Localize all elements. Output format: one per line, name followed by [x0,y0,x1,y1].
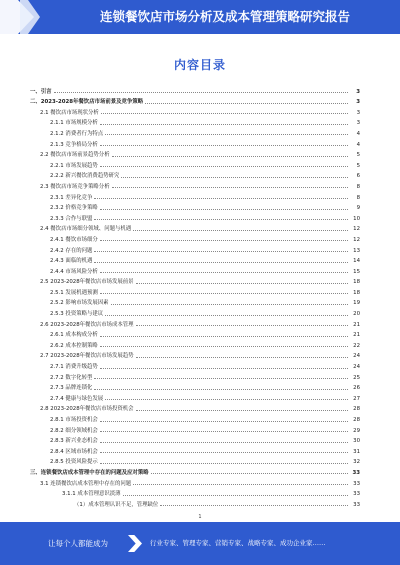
toc-entry[interactable] [30,349,360,360]
toc-entry-page: 12 [353,226,360,233]
toc-entry[interactable] [30,338,360,349]
toc-entry[interactable] [30,444,360,455]
toc-leader-dots [100,336,348,337]
arrow-right-icon [128,535,142,552]
toc-entry-label: 2.5 2023-2028年餐饮店市场发展前景 [40,279,134,286]
footer-tagline: 行业专家、管理专家、营销专家、战略专家、成功企业家…… [150,539,326,547]
toc-entry-page: 29 [353,427,360,434]
toc-leader-dots [111,304,348,305]
toc-leader-dots [100,293,348,294]
toc-entry-label: 2.8.1 市场投资机会 [50,417,98,423]
toc-leader-dots [133,230,348,231]
toc-entry-label: 2.5.2 影响市场发展因素 [50,300,109,307]
toc-entry-label: 2.4.2 存在的问题 [50,247,93,254]
toc-entry-page: 26 [353,385,360,392]
toc-leader-dots [100,452,348,453]
toc-leader-dots [133,484,348,485]
toc-entry-page: 3 [356,99,360,106]
toc-entry-page: 12 [353,236,360,243]
toc-leader-dots [94,219,348,220]
toc-entry-label: 2.6.1 成本构成分析 [50,332,98,339]
toc-entry-label: 2.4.4 市场风险分析 [50,268,98,275]
toc-entry[interactable] [30,211,360,222]
toc-entry-page: 21 [353,332,360,339]
toc-entry-page: 33 [353,491,360,498]
toc-entry-page: 19 [353,300,360,307]
toc-entry-label: 2.8.4 区域市场机会 [50,448,98,455]
toc-entry-page: 10 [353,215,360,222]
toc-entry-page: 5 [356,152,360,159]
toc-entry[interactable] [30,381,360,392]
toc-entry-page: 9 [356,205,360,212]
toc-entry-page: 33 [353,480,360,487]
toc-entry-label: 2.2 餐饮店市场前景趋势分析 [40,152,110,159]
toc-entry[interactable] [30,455,360,466]
toc-entry-label: 2.7.1 消费升级趋势 [50,364,98,371]
toc-entry-label: 2.7.2 数字化转型 [50,374,93,381]
toc-entry-page: 31 [353,448,360,455]
toc-entry-page: 20 [353,311,360,318]
toc-entry[interactable] [30,306,360,317]
toc-entry-label: 3.1 连锁餐饮店成本管理中存在的问题 [40,480,132,487]
toc-leader-dots [136,357,348,358]
toc-entry-label: 2.7.4 健康与绿色发展 [50,395,104,402]
toc-entry-page: 4 [356,141,360,148]
toc-entry-page: 33 [352,469,360,476]
toc-entry[interactable] [30,275,360,286]
toc-entry-label: （1）成本管理认识不足，管理缺位 [74,501,159,508]
toc-entry-label: 2.4 餐饮店市场细分领域、问题与机遇 [40,226,132,233]
toc-entry[interactable] [30,254,360,265]
page-number: 1 [198,514,202,520]
toc-leader-dots [123,495,348,496]
toc-leader-dots [105,315,348,316]
toc-entry-page: 15 [353,268,360,275]
toc-leader-dots [101,113,348,114]
toc-entry[interactable] [30,402,360,413]
toc-entry[interactable] [30,148,360,159]
toc-entry[interactable] [30,370,360,381]
toc-leader-dots [100,240,348,241]
toc-entry[interactable] [30,487,360,498]
toc-entry[interactable] [30,476,360,487]
toc-entry[interactable] [30,328,360,339]
toc-entry-label: 2.2.2 新兴餐饮消费趋势研究 [50,173,120,180]
toc-entry-page: 3 [356,109,360,116]
toc-entry-label: 2.3.3 合作与联盟 [50,215,93,222]
toc-entry[interactable] [30,95,360,106]
toc-entry-label: 2.6 2023-2028年餐饮店市场成本管理 [40,321,134,328]
toc-entry[interactable] [30,201,360,212]
toc-entry[interactable] [30,359,360,370]
toc-leader-dots [94,198,348,199]
toc-entry[interactable] [30,264,360,275]
toc-leader-dots [151,473,348,474]
toc-leader-dots [54,92,348,93]
footer-banner [0,522,400,565]
toc-entry[interactable] [30,84,360,95]
toc-entry-label: 2.7 2023-2028年餐饮店市场发展趋势 [40,353,134,360]
toc-entry[interactable] [30,497,360,508]
toc-entry-page: 3 [356,120,360,127]
toc-leader-dots [100,209,348,210]
toc-leader-dots [145,103,348,104]
footer-slogan: 让每个人都能成为 [48,539,108,548]
toc-leader-dots [136,283,348,284]
toc-entry-page: 13 [353,247,360,254]
toc-entry[interactable] [30,391,360,402]
toc-entry[interactable] [30,423,360,434]
toc-entry-label: 2.2.1 市场发展趋势 [50,162,98,169]
header-banner [0,0,400,34]
toc-entry-label: 2.8.5 投资风险提示 [50,459,98,466]
toc-entry[interactable] [30,465,360,476]
toc-leader-dots [121,177,348,178]
toc-entry-label: 2.8.2 细分领域机会 [50,427,98,434]
toc-entry-label: 2.8 2023-2028年餐饮店市场投资机会 [40,406,134,413]
toc-entry-page: 24 [353,353,360,360]
toc-leader-dots [100,272,348,273]
toc-leader-dots [94,262,348,263]
toc-entry-label: 2.3 餐饮店市场竞争策略分析 [40,183,110,190]
toc-entry-label: 2.5.3 投资策略与建议 [50,311,104,318]
toc-entry-page: 22 [353,342,360,349]
toc-leader-dots [105,399,348,400]
toc-entry-page: 14 [353,258,360,265]
table-of-contents [30,84,360,524]
toc-entry-page: 8 [356,194,360,201]
toc-entry[interactable] [30,434,360,445]
toc-leader-dots [94,378,348,379]
toc-entry-label: 三、连锁餐饮店成本管理中存在的问题及应对策略 [30,469,149,476]
toc-entry-label: 2.4.3 面临的机遇 [50,258,93,265]
toc-entry-page: 30 [353,438,360,445]
toc-entry-page: 21 [353,321,360,328]
report-title: 连锁餐饮店市场分析及成本管理策略研究报告 [99,9,350,24]
toc-leader-dots [100,166,348,167]
toc-entry[interactable] [30,412,360,423]
toc-entry-label: 2.3.2 价格竞争策略 [50,205,98,212]
toc-leader-dots [100,346,348,347]
toc-entry-page: 6 [356,173,360,180]
toc-entry-page: 3 [356,88,360,95]
toc-entry-page: 32 [353,459,360,466]
toc-entry-label: 2.1 餐饮店市场现状分析 [40,109,99,116]
toc-entry[interactable] [30,285,360,296]
toc-entry-page: 33 [353,501,360,508]
toc-entry[interactable] [30,158,360,169]
toc-entry[interactable] [30,179,360,190]
toc-entry-page: 4 [356,130,360,137]
toc-entry-page: 28 [353,417,360,423]
toc-entry-label: 2.6.2 成本控制策略 [50,342,98,349]
toc-entry-label: 2.4.1 餐饮市场细分 [50,236,98,243]
toc-leader-dots [100,463,348,464]
toc-leader-dots [105,134,348,135]
toc-entry-label: 二、2023-2028年餐饮店市场前景及竞争策略 [30,99,144,106]
toc-entry-label: 2.3.1 差异化竞争 [50,194,93,201]
toc-entry[interactable] [30,126,360,137]
toc-entry[interactable] [30,105,360,116]
toc-entry-label: 2.5.1 发展机遇预测 [50,289,98,296]
toc-leader-dots [94,251,348,252]
toc-entry-label: 2.1.2 消费者行为特点 [50,130,104,137]
toc-entry-label: 3.1.1 成本管理意识淡薄 [62,491,121,498]
toc-leader-dots [160,505,348,506]
toc-entry[interactable] [30,222,360,233]
toc-entry[interactable] [30,243,360,254]
toc-leader-dots [136,410,348,411]
toc-leader-dots [100,431,348,432]
toc-entry-page: 18 [353,289,360,296]
header-arrow-decoration-inner [20,0,40,34]
toc-entry[interactable] [30,137,360,148]
toc-entry[interactable] [30,116,360,127]
toc-entry[interactable] [30,317,360,328]
toc-entry-page: 25 [353,374,360,381]
toc-entry-label: 2.7.3 品牌连锁化 [50,385,93,392]
toc-leader-dots [136,325,348,326]
toc-entry-page: 18 [353,279,360,286]
toc-leader-dots [112,187,348,188]
toc-entry-label: 2.1.1 市场规模分析 [50,120,98,127]
toc-heading: 内容目录 [173,58,226,72]
toc-entry-page: 5 [356,162,360,169]
toc-entry-label: 2.1.3 竞争格局分析 [50,141,98,148]
toc-entry-label: 2.8.3 新兴业态机会 [50,438,98,445]
toc-leader-dots [100,124,348,125]
toc-entry[interactable] [30,169,360,180]
toc-leader-dots [100,442,348,443]
toc-leader-dots [100,368,348,369]
toc-entry[interactable] [30,190,360,201]
toc-leader-dots [112,156,348,157]
toc-entry-page: 28 [353,406,360,413]
toc-leader-dots [100,421,348,422]
toc-leader-dots [94,389,348,390]
toc-entry-page: 27 [353,395,360,402]
toc-entry-label: 一、引言 [30,88,52,95]
toc-entry[interactable] [30,232,360,243]
toc-entry-page: 8 [356,183,360,190]
toc-entry-page: 24 [353,364,360,371]
toc-entry[interactable] [30,296,360,307]
toc-leader-dots [100,145,348,146]
